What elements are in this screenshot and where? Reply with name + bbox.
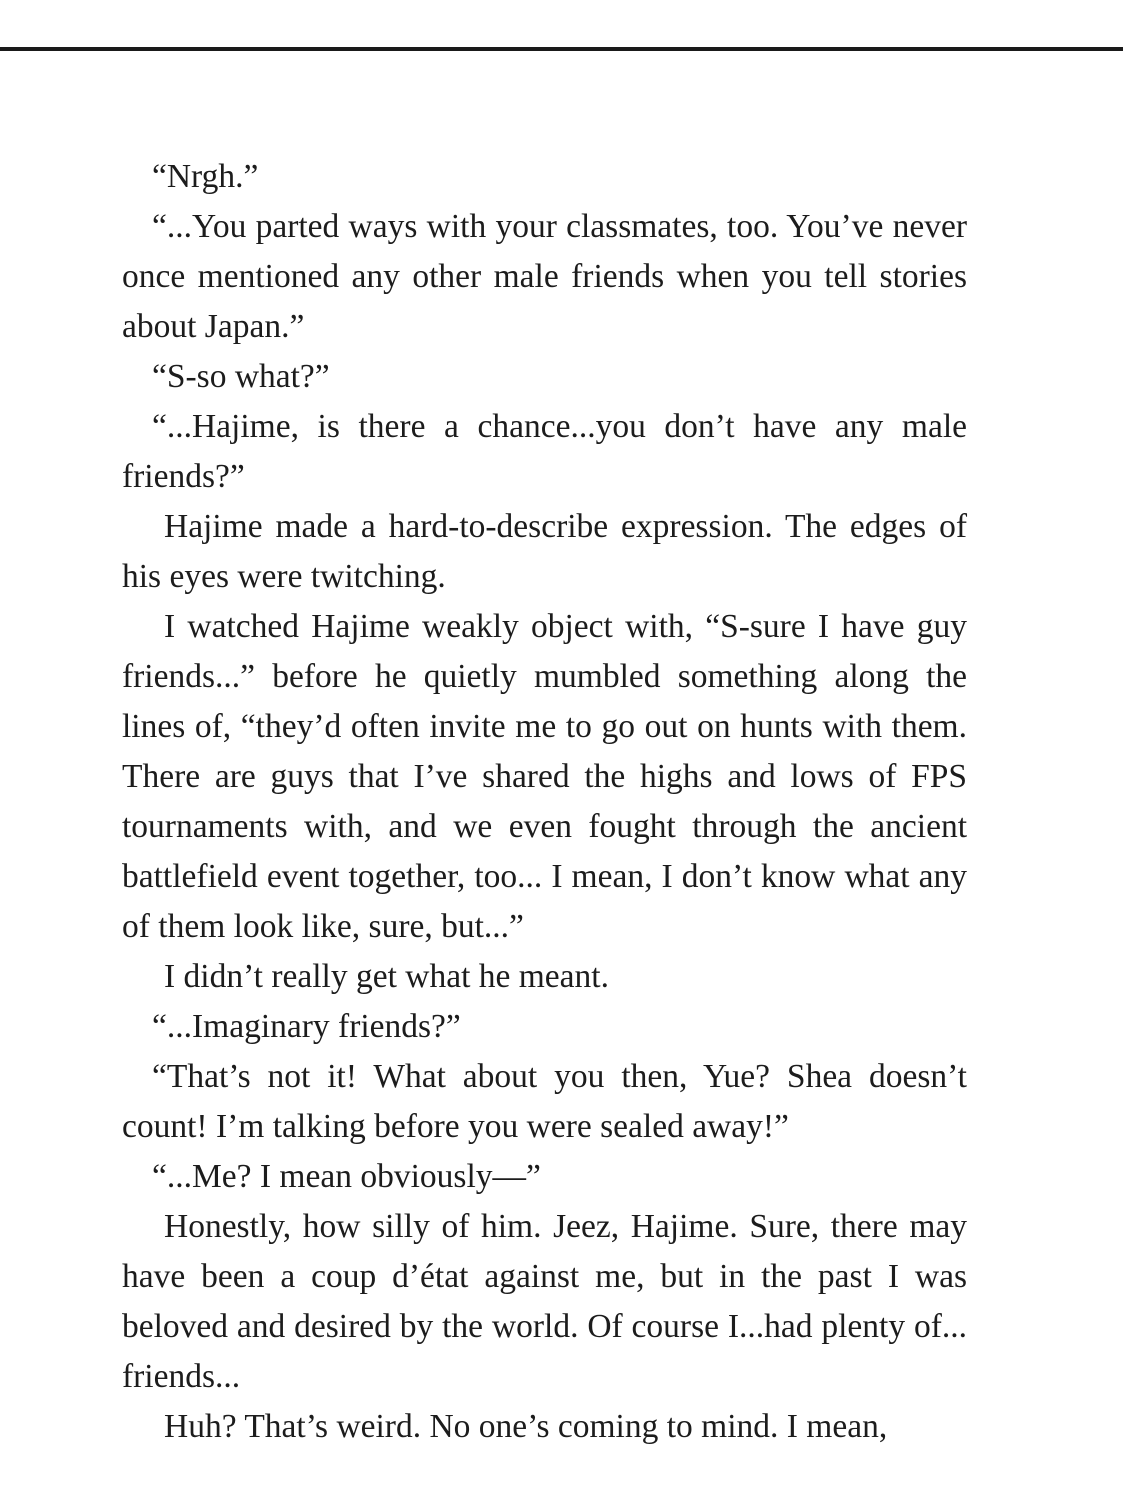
- paragraph: “...Hajime, is there a chance...you don’t have any male friends?”: [122, 408, 967, 495]
- paragraph: I didn’t really get what he meant.: [164, 958, 609, 995]
- paragraph: “S-so what?”: [152, 358, 330, 395]
- paragraph: “...Me? I mean obviously—”: [152, 1158, 541, 1195]
- body-text: [122, 152, 967, 1452]
- paragraph: “...You parted ways with your classmates, too. You’ve never once mentioned any other male friends when you tell stories about Japan.”: [122, 208, 967, 345]
- paragraph: Hajime made a hard-to-describe expression. The edges of his eyes were twitching.: [122, 508, 967, 595]
- paragraph: Honestly, how silly of him. Jeez, Hajime. Sure, there may have been a coup d’état against me, but in the past I was beloved and desired by the world. Of course I...had plenty of... friends...: [122, 1208, 967, 1395]
- paragraph: “Nrgh.”: [152, 158, 259, 195]
- paragraph: “That’s not it! What about you then, Yue? Shea doesn’t count! I’m talking before you were sealed away!”: [122, 1058, 967, 1145]
- header-rule: [0, 47, 1123, 51]
- paragraph: Huh? That’s weird. No one’s coming to mind. I mean,: [164, 1408, 888, 1445]
- paragraph: I watched Hajime weakly object with, “S-sure I have guy friends...” before he quietly mumbled something along the lines of, “they’d often invite me to go out on hunts with them. There are guys that I’ve shared the highs and lows of FPS tournaments with, and we even fought through the ancient battlefield event together, too... I mean, I don’t know what any of them look like, sure, but...”: [122, 608, 967, 945]
- paragraph: “...Imaginary friends?”: [152, 1008, 461, 1045]
